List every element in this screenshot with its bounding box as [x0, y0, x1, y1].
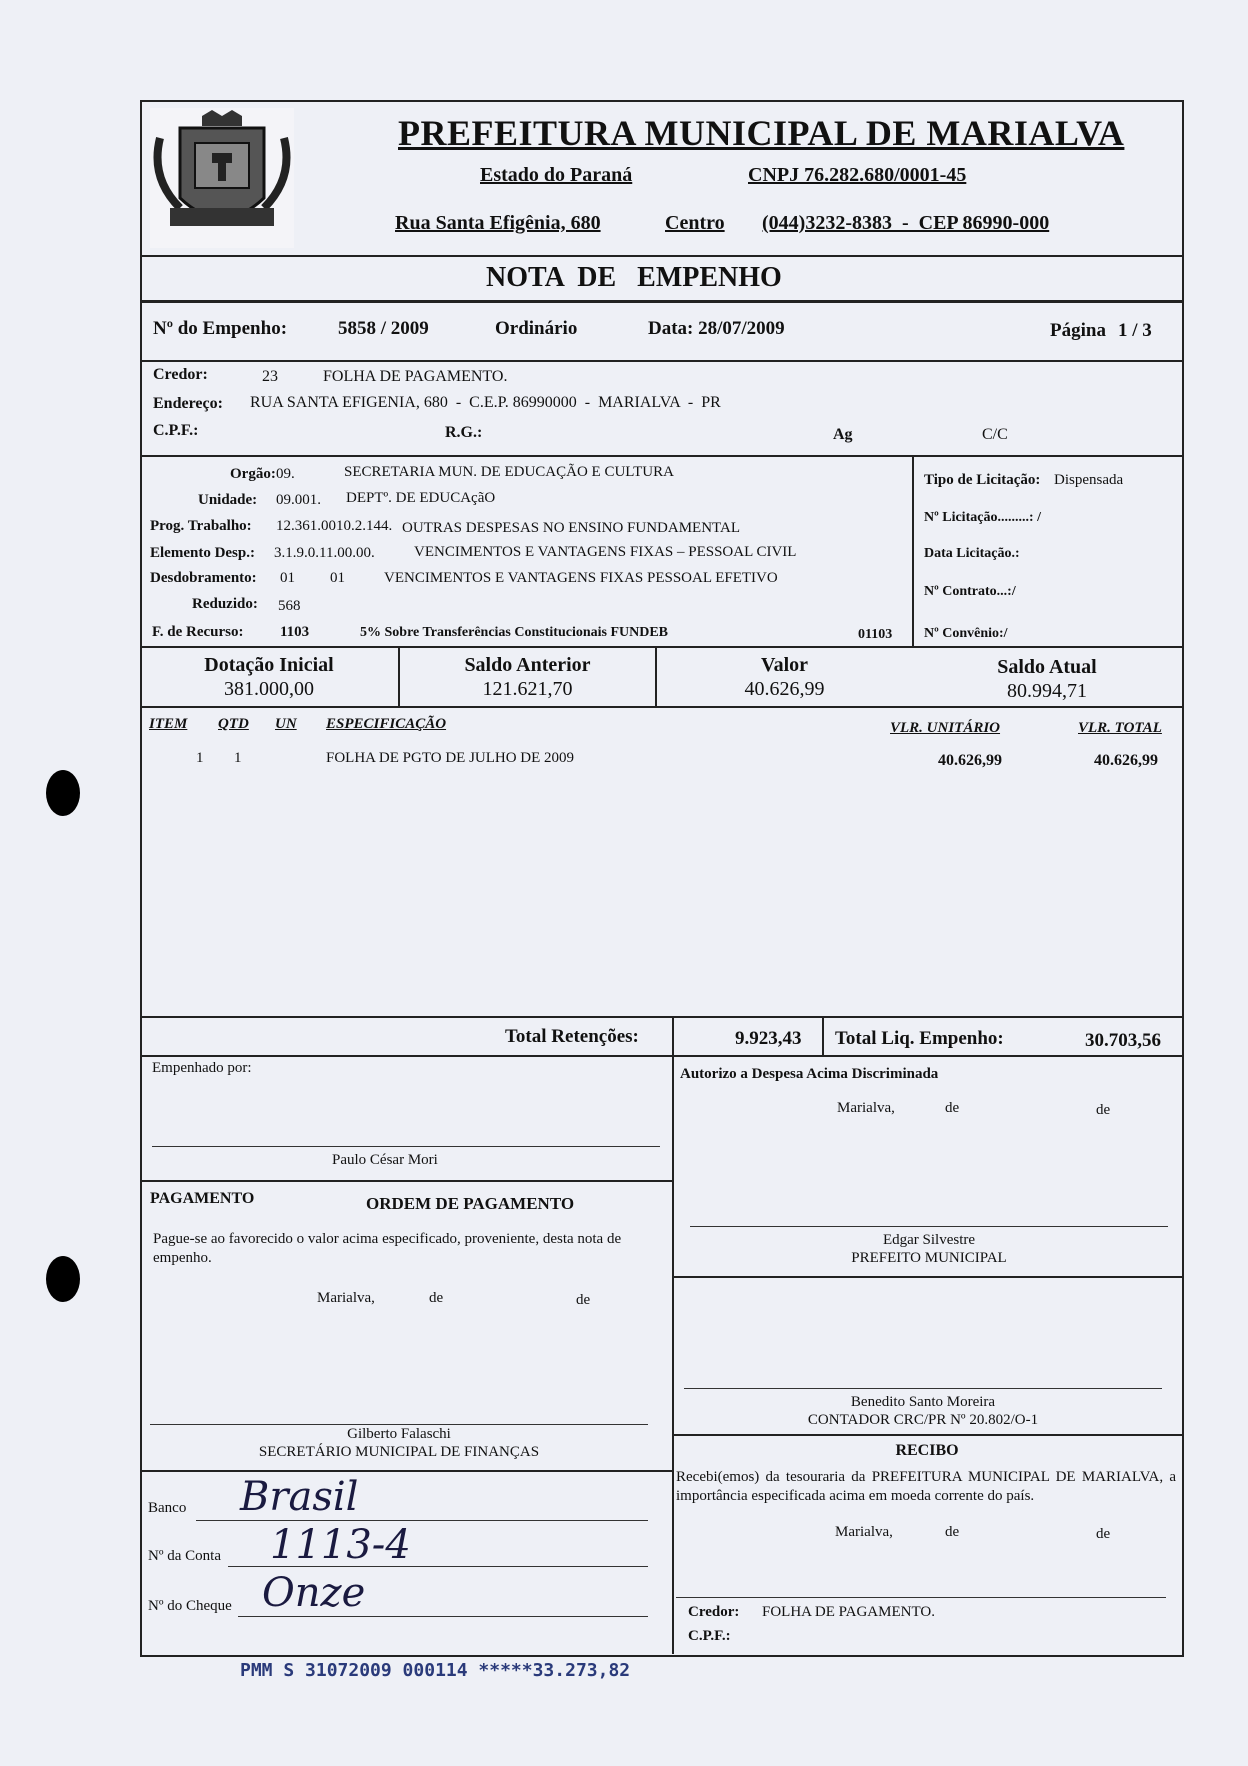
- signature-line: [690, 1226, 1168, 1227]
- recibo-de1: de: [945, 1524, 960, 1540]
- divider: [672, 1017, 674, 1055]
- col-un: UN: [275, 716, 297, 732]
- banco-value: Brasil: [240, 1474, 359, 1520]
- orgao-desc: SECRETARIA MUN. DE EDUCAÇÃO E CULTURA: [344, 464, 674, 480]
- reduzido-value: 568: [278, 598, 301, 614]
- recurso-desc: 5% Sobre Transferências Constitucionais FUNDEB: [360, 625, 669, 640]
- header-cnpj: CNPJ 76.282.680/0001-45: [748, 164, 967, 186]
- secretario-nome: Gilberto Falaschi: [347, 1426, 451, 1442]
- divider: [672, 1276, 1182, 1278]
- row-vlr-total: 40.626,99: [1094, 752, 1158, 769]
- valor-value: 40.626,99: [744, 678, 825, 700]
- row-qtd: 1: [234, 750, 242, 766]
- coat-of-arms-logo: [150, 108, 294, 248]
- divider: [140, 1470, 672, 1472]
- elemento-desc: VENCIMENTOS E VANTAGENS FIXAS – PESSOAL CIVIL: [414, 544, 797, 560]
- dotacao-label: Dotação Inicial: [204, 654, 334, 676]
- desdobramento-label: Desdobramento:: [150, 570, 257, 586]
- col-vlr-total: VLR. TOTAL: [1078, 720, 1162, 736]
- divider: [912, 456, 914, 646]
- retencoes-label: Total Retenções:: [505, 1026, 639, 1047]
- pague-se-text: Pague-se ao favorecido o valor acima especificado, proveniente, desta nota de empenho.: [153, 1231, 622, 1266]
- header-phone-cep: (044)3232-8383 - CEP 86990-000: [762, 212, 1050, 234]
- unidade-label: Unidade:: [198, 492, 258, 508]
- endereco-value: RUA SANTA EFIGENIA, 680 - C.E.P. 86990000 - MARIALVA - PR: [250, 394, 721, 411]
- prefeito-cargo: PREFEITO MUNICIPAL: [851, 1250, 1007, 1266]
- credor-name: FOLHA DE PAGAMENTO.: [323, 368, 508, 385]
- divider: [672, 1056, 674, 1654]
- liq-label: Total Liq. Empenho:: [835, 1028, 1004, 1049]
- prog-code: 12.361.0010.2.144.: [276, 518, 393, 534]
- ordem-pagamento: ORDEM DE PAGAMENTO: [366, 1194, 575, 1213]
- divider: [140, 455, 1182, 457]
- cc-label: C/C: [982, 426, 1008, 443]
- row-vlr-unitario: 40.626,99: [938, 752, 1002, 769]
- unidade-desc: DEPTº. DE EDUCAçãO: [346, 490, 496, 506]
- cpf-label: C.P.F.:: [153, 422, 199, 439]
- divider: [140, 706, 1182, 708]
- recibo-title: RECIBO: [895, 1442, 959, 1459]
- divider: [676, 1597, 1166, 1598]
- empenho-date: Data: 28/07/2009: [648, 318, 785, 339]
- col-qtd: QTD: [218, 716, 249, 732]
- credor-code: 23: [262, 368, 278, 385]
- saldo-anterior-label: Saldo Anterior: [464, 654, 591, 676]
- page-value: 1 / 3: [1118, 320, 1152, 341]
- secretario-cargo: SECRETÁRIO MUNICIPAL DE FINANÇAS: [258, 1444, 540, 1460]
- recibo-de2: de: [1096, 1526, 1111, 1542]
- dotacao-value: 381.000,00: [224, 678, 314, 700]
- empenho-type: Ordinário: [495, 318, 578, 339]
- cheque-value: Onze: [262, 1570, 366, 1616]
- divider: [140, 1180, 672, 1182]
- convenio: Nº Convênio:/: [924, 626, 1008, 641]
- pagamento-marialva: Marialva,: [317, 1290, 375, 1306]
- liq-value: 30.703,56: [1085, 1030, 1161, 1051]
- divider: [822, 1017, 824, 1055]
- desdobramento-code1: 01: [280, 570, 295, 586]
- prog-desc: OUTRAS DESPESAS NO ENSINO FUNDAMENTAL: [402, 520, 740, 536]
- divider: [140, 1016, 1182, 1018]
- header-district: Centro: [665, 212, 725, 234]
- empenho-number-label: Nº do Empenho:: [153, 318, 288, 339]
- recibo-credor-value: FOLHA DE PAGAMENTO.: [762, 1604, 935, 1620]
- banco-line: [196, 1520, 648, 1521]
- header-address: Rua Santa Efigênia, 680: [395, 212, 601, 234]
- pagamento-de1: de: [429, 1290, 444, 1306]
- signature-line: [150, 1424, 648, 1425]
- orgao-label: Orgão:: [230, 466, 276, 482]
- recurso-code: 1103: [280, 624, 310, 640]
- elemento-label: Elemento Desp.:: [150, 545, 255, 561]
- signature-line: [684, 1388, 1162, 1389]
- elemento-code: 3.1.9.0.11.00.00.: [274, 545, 375, 561]
- desdobramento-code2: 01: [330, 570, 345, 586]
- banco-label: Banco: [148, 1500, 187, 1516]
- reduzido-label: Reduzido:: [192, 596, 258, 612]
- credor-label: Credor:: [153, 366, 208, 383]
- divider: [140, 300, 1182, 303]
- unidade-code: 09.001.: [276, 492, 321, 508]
- signature-line: [152, 1146, 660, 1147]
- cheque-line: [238, 1616, 648, 1617]
- header-state: Estado do Paraná: [480, 164, 633, 186]
- empenho-number-value: 5858 / 2009: [338, 318, 429, 339]
- divider: [140, 646, 1182, 648]
- valor-label: Valor: [760, 654, 809, 676]
- saldo-atual-label: Saldo Atual: [997, 656, 1097, 678]
- rg-label: R.G.:: [445, 424, 483, 441]
- empenhado-por: Empenhado por:: [152, 1060, 252, 1076]
- divider: [140, 360, 1182, 362]
- punch-hole: [46, 1256, 80, 1302]
- autorizo-marialva: Marialva,: [837, 1100, 895, 1116]
- header-title: PREFEITURA MUNICIPAL DE MARIALVA: [398, 113, 1125, 153]
- recibo-cpf-label: C.P.F.:: [688, 1628, 731, 1644]
- ag-label: Ag: [833, 426, 853, 443]
- divider: [672, 1434, 1182, 1436]
- tipo-licitacao-label: Tipo de Licitação:: [924, 472, 1041, 488]
- recibo-marialva: Marialva,: [835, 1524, 893, 1540]
- contador-nome: Benedito Santo Moreira: [850, 1394, 996, 1410]
- col-vlr-unitario: VLR. UNITÁRIO: [890, 720, 1001, 736]
- recurso-label: F. de Recurso:: [152, 624, 244, 640]
- licitacao-date: Data Licitação.:: [924, 546, 1020, 561]
- divider: [140, 255, 1182, 257]
- row-item: 1: [196, 750, 204, 766]
- contrato: Nº Contrato...:/: [924, 584, 1016, 599]
- autorizo-de1: de: [945, 1100, 960, 1116]
- tipo-licitacao-value: Dispensada: [1054, 472, 1124, 488]
- prog-label: Prog. Trabalho:: [150, 518, 252, 534]
- conta-label: Nº da Conta: [148, 1548, 221, 1564]
- autorizo-de2: de: [1096, 1102, 1111, 1118]
- doc-title: NOTA DE EMPENHO: [486, 262, 782, 293]
- pagamento-label: PAGAMENTO: [150, 1190, 255, 1207]
- col-especificacao: ESPECIFICAÇÃO: [326, 716, 447, 732]
- punch-hole: [46, 770, 80, 816]
- contador-cargo: CONTADOR CRC/PR Nº 20.802/O-1: [807, 1412, 1039, 1428]
- empenhado-nome: Paulo César Mori: [332, 1152, 438, 1168]
- row-especificacao: FOLHA DE PGTO DE JULHO DE 2009: [326, 750, 575, 766]
- desdobramento-desc: VENCIMENTOS E VANTAGENS FIXAS PESSOAL EFETIVO: [384, 570, 778, 586]
- orgao-code: 09.: [276, 466, 295, 482]
- divider: [140, 1055, 1182, 1057]
- licitacao-number: Nº Licitação.........: /: [924, 510, 1041, 525]
- prefeito-nome: Edgar Silvestre: [882, 1232, 976, 1248]
- col-item: ITEM: [149, 716, 188, 732]
- page-label: Página: [1050, 320, 1106, 341]
- recibo-text: Recebi(emos) da tesouraria da PREFEITURA MUNICIPAL DE MARIALVA, a importância especificada acima em moeda corrente do país.: [676, 1469, 1176, 1504]
- saldo-atual-value: 80.994,71: [1007, 680, 1087, 702]
- recurso-code2: 01103: [858, 627, 893, 642]
- conta-value: 1113-4: [270, 1522, 411, 1568]
- machine-stamp: PMM S 31072009 000114 *****33.273,82: [240, 1660, 631, 1681]
- retencoes-value: 9.923,43: [735, 1028, 802, 1049]
- endereco-label: Endereço:: [153, 395, 223, 412]
- saldo-anterior-value: 121.621,70: [482, 678, 573, 700]
- cheque-label: Nº do Cheque: [148, 1598, 232, 1614]
- autorizo: Autorizo a Despesa Acima Discriminada: [680, 1066, 939, 1082]
- recibo-credor-label: Credor:: [688, 1604, 740, 1620]
- pagamento-de2: de: [576, 1292, 591, 1308]
